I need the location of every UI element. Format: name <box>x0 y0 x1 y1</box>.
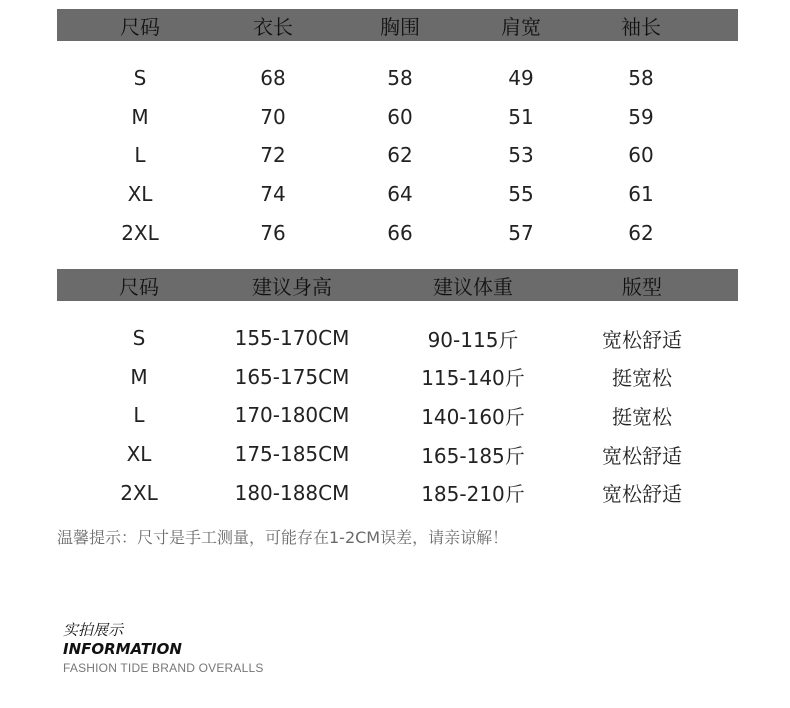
info-block <box>63 620 264 677</box>
cell-chest: 62 <box>387 143 413 168</box>
cell-size: S <box>132 326 146 351</box>
cell-size: L <box>134 143 146 168</box>
cell-sleeve: 58 <box>628 66 654 91</box>
cell-size: XL <box>127 182 153 207</box>
cell-fit: 宽松舒适 <box>602 482 682 507</box>
table-row <box>57 136 738 175</box>
header-chest: 胸围 <box>380 14 420 39</box>
table-row <box>57 473 738 512</box>
measurement-note: 温馨提示：尺寸是手工测量，可能存在1-2CM误差，请亲谅解！ <box>57 528 509 547</box>
cell-size: S <box>133 66 147 91</box>
header-height: 建议身高 <box>252 274 332 299</box>
cell-size: M <box>131 104 149 129</box>
cell-weight: 185-210斤 <box>421 482 525 507</box>
cell-size: 2XL <box>121 220 159 245</box>
cell-sleeve: 62 <box>628 220 654 245</box>
cell-length: 72 <box>260 143 286 168</box>
size-table-header <box>57 9 738 41</box>
header-weight: 建议体重 <box>433 274 513 299</box>
header-sleeve: 袖长 <box>621 14 661 39</box>
cell-length: 70 <box>260 104 286 129</box>
table-row <box>57 435 738 474</box>
table-row <box>57 358 738 397</box>
cell-shoulder: 51 <box>508 104 534 129</box>
header-shoulder: 肩宽 <box>501 14 541 39</box>
header-length: 衣长 <box>253 14 293 39</box>
header-size: 尺码 <box>120 14 160 39</box>
cell-shoulder: 57 <box>508 220 534 245</box>
cell-fit: 宽松舒适 <box>602 327 682 352</box>
cell-sleeve: 59 <box>628 104 654 129</box>
cell-size: L <box>133 403 145 428</box>
cell-size: M <box>130 364 148 389</box>
cell-length: 74 <box>260 182 286 207</box>
cell-shoulder: 53 <box>508 143 534 168</box>
cell-length: 68 <box>260 66 286 91</box>
cell-sleeve: 61 <box>628 182 654 207</box>
header-fit: 版型 <box>622 274 662 299</box>
cell-length: 76 <box>260 220 286 245</box>
info-cn-title: 实拍展示 <box>63 621 124 639</box>
cell-shoulder: 55 <box>508 182 534 207</box>
cell-height: 180-188CM <box>234 480 350 505</box>
table-row <box>57 59 738 98</box>
cell-weight: 140-160斤 <box>421 404 525 429</box>
cell-chest: 66 <box>387 220 413 245</box>
cell-chest: 60 <box>387 104 413 129</box>
cell-fit: 挺宽松 <box>612 366 672 391</box>
info-en-title: INFORMATION <box>63 640 182 658</box>
cell-weight: 90-115斤 <box>427 327 519 352</box>
header-size: 尺码 <box>119 274 159 299</box>
cell-height: 155-170CM <box>234 326 350 351</box>
table-row <box>57 175 738 214</box>
fit-table <box>57 269 738 512</box>
cell-weight: 165-185斤 <box>421 443 525 468</box>
size-table <box>57 9 738 252</box>
table-row <box>57 396 738 435</box>
table-row <box>57 319 738 358</box>
fit-table-header <box>57 269 738 301</box>
cell-height: 165-175CM <box>234 364 350 389</box>
cell-fit: 宽松舒适 <box>602 443 682 468</box>
cell-chest: 58 <box>387 66 413 91</box>
info-subtitle: FASHION TIDE BRAND OVERALLS <box>63 661 264 675</box>
cell-height: 175-185CM <box>234 442 350 467</box>
cell-fit: 挺宽松 <box>612 404 672 429</box>
table-row <box>57 98 738 137</box>
cell-sleeve: 60 <box>628 143 654 168</box>
cell-height: 170-180CM <box>234 403 350 428</box>
cell-size: 2XL <box>120 480 158 505</box>
cell-shoulder: 49 <box>508 66 534 91</box>
table-row <box>57 213 738 252</box>
cell-weight: 115-140斤 <box>421 366 525 391</box>
cell-chest: 64 <box>387 182 413 207</box>
cell-size: XL <box>126 442 152 467</box>
